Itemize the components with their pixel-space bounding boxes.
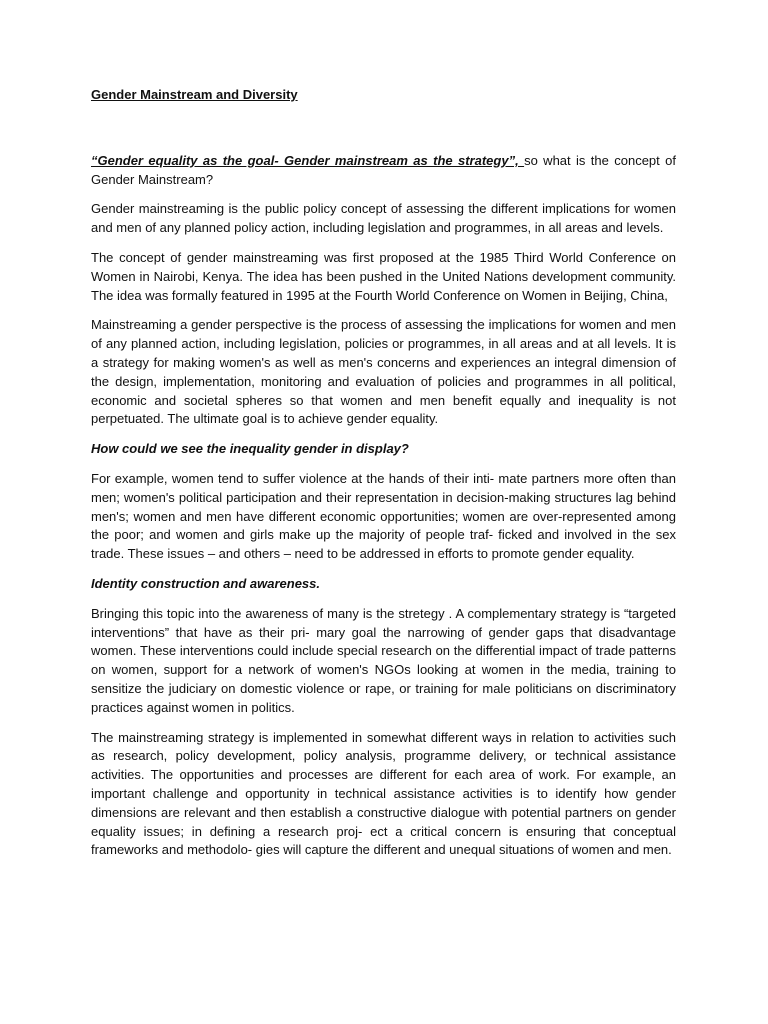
- document-title: Gender Mainstream and Diversity: [91, 87, 298, 102]
- paragraph-definition: Gender mainstreaming is the public policy concept of assessing the different implications for women and men of any planned policy action, including legislation and programmes, in all areas and levels.: [91, 201, 676, 236]
- document-body: [91, 86, 676, 860]
- intro-quote: “Gender equality as the goal- Gender mainstream as the strategy”,: [91, 152, 525, 168]
- paragraph-awareness: Bringing this topic into the awareness of many is the stretegy . A complementary strategy is “targeted interventions” that have as their pri- mary goal the narrowing of gender gaps that disadvantage women. These interventions could include special research on the differential impact of trade patterns on women, support for a network of women's NGOs looking at women in the media, training to sensitize the judiciary on domestic violence or rape, or training for male politicians on discriminatory practices against women in politics.: [91, 605, 676, 715]
- heading-inequality: How could we see the inequality gender in display?: [91, 441, 409, 457]
- paragraph-history: The concept of gender mainstreaming was first proposed at the 1985 Third World Conference on Women in Nairobi, Kenya. The idea has been pushed in the United Nations development community. The idea was formally featured in 1995 at the Fourth World Conference on Women in Beijing, China,: [91, 249, 676, 303]
- paragraph-perspective: Mainstreaming a gender perspective is the process of assessing the implications for women and men of any planned action, including legislation, policies or programmes, in all areas and at all levels. It is a strategy for making women's as well as men's concerns and experiences an integral dimension of the design, implementation, monitoring and evaluation of policies and programmes in all political, economic and societal spheres so that women and men benefit equally and inequality is not perpetuated. The ultimate goal is to achieve gender equality.: [91, 317, 676, 427]
- paragraph-implementation: The mainstreaming strategy is implemented in somewhat different ways in relation to activities such as research, policy development, policy analysis, programme delivery, or technical assistance activities. The opportunities and processes are different for each area of work. For example, an important challenge and opportunity in technical assistance activities is to identify how gender dimensions are relevant and then establish a constructive dialogue with potential partners on gender equality issues; in defining a research proj- ect a critical concern is ensuring that conceptual frameworks and methodolo- gies will capture the different and unequal situations of women and men.: [91, 729, 676, 858]
- intro-text: so what is the concept of Gender Mainstream?: [91, 152, 676, 187]
- heading-identity: Identity construction and awareness.: [91, 575, 320, 591]
- intro-paragraph: [91, 152, 676, 190]
- paragraph-examples: For example, women tend to suffer violence at the hands of their inti- mate partners more often than men; women's political participation and their representation in decision-making structures lag behind men's; women and men have different economic opportunities; women are over-represented among the poor; and women and girls make up the majority of people traf- ficked and involved in the sex trade. These issues – and others – need to be addressed in efforts to promote gender equality.: [91, 470, 676, 562]
